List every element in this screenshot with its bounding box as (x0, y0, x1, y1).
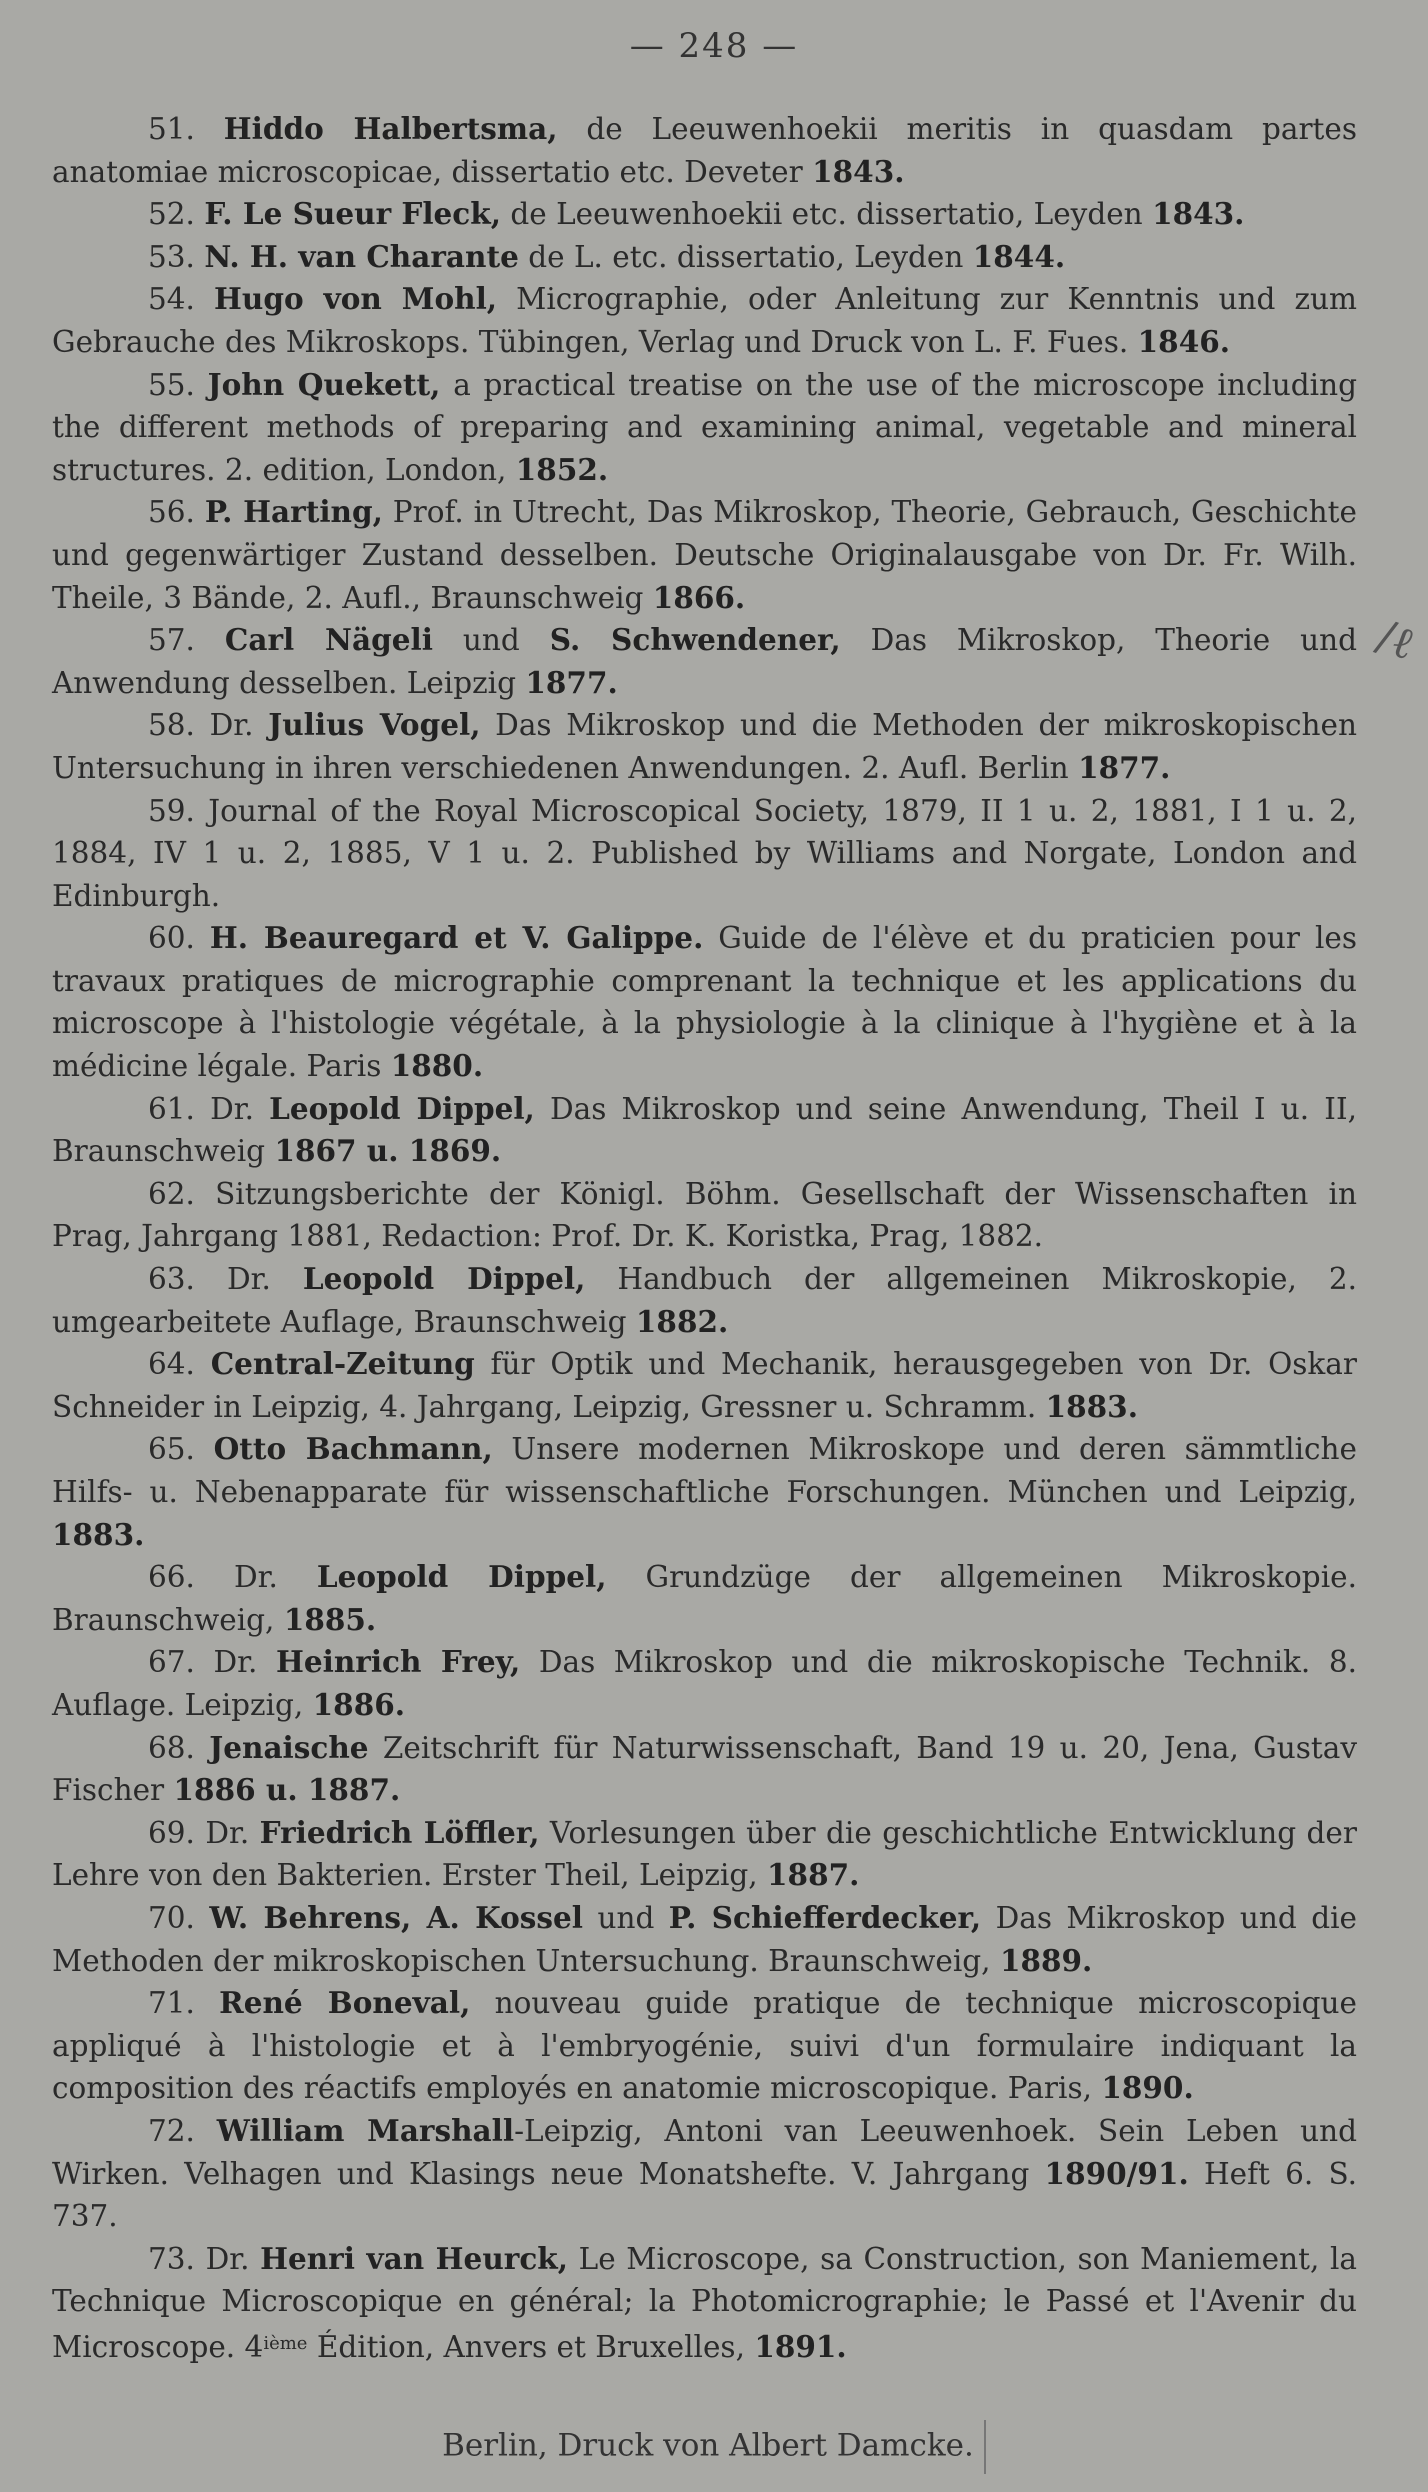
list-item: 51. Hiddo Halbertsma, de Leeuwenhoekii meritis in quasdam partes anatomiae microscopicae, dissertatio etc. Deveter 1843. (52, 111, 1357, 189)
list-item: 67. Dr. Heinrich Frey, Das Mikroskop und die mikroskopische Technik. 8. Auflage. Leipzig, 1886. (52, 1644, 1357, 1722)
bibliography-list (52, 108, 1357, 2368)
list-item: 71. René Boneval, nouveau guide pratique de technique microscopique appliqué à l'histologie et à l'embryogénie, suivi d'un formulaire indiquant la composition des réactifs employés en anatomie microscopique. Paris, 1890. (52, 1985, 1357, 2106)
list-item: 73. Dr. Henri van Heurck, Le Microscope, sa Construction, son Maniement, la Technique Microscopique en général; la Photomicrographie; le Passé et l'Avenir du Microscope. 4ième Édition, Anvers et Bruxelles, 1891. (52, 2240, 1357, 2364)
list-item: 60. H. Beauregard et V. Galippe. Guide de l'élève et du praticien pour les travaux pratiques de micrographie comprenant la technique et les applications du microscope à l'histologie végétale, à la physiologie à la clinique à l'hygiène et à la médicine légale. Paris 1880. (52, 920, 1357, 1084)
list-item: 64. Central-Zeitung für Optik und Mechanik, herausgegeben von Dr. Oskar Schneider in Leipzig, 4. Jahrgang, Leipzig, Gressner u. Schramm. 1883. (52, 1346, 1357, 1424)
list-item: 68. Jenaische Zeitschrift für Naturwissenschaft, Band 19 u. 20, Jena, Gustav Fischer 1886 u. 1887. (52, 1729, 1357, 1808)
list-item: 53. N. H. van Charante de L. etc. dissertatio, Leyden 1844. (148, 238, 1066, 274)
list-item: 62. Sitzungsberichte der Königl. Böhm. Gesellschaft der Wissenschaften in Prag, Jahrgang 1881, Redaction: Prof. Dr. K. Koristka, Prag, 1882. (52, 1176, 1357, 1254)
list-item: 61. Dr. Leopold Dippel, Das Mikroskop und seine Anwendung, Theil I u. II, Braunschweig 1867 u. 1869. (52, 1090, 1357, 1169)
footer-divider (984, 2420, 986, 2474)
list-item: 69. Dr. Friedrich Löffler, Vorlesungen über die geschichtliche Entwicklung der Lehre von den Bakterien. Erster Theil, Leipzig, 1887. (52, 1814, 1357, 1893)
footer-text: Berlin, Druck von Albert Damcke. (442, 2427, 974, 2464)
list-item: 52. F. Le Sueur Fleck, de Leeuwenhoekii etc. dissertatio, Leyden 1843. (148, 196, 1245, 232)
list-item: 63. Dr. Leopold Dippel, Handbuch der allgemeinen Mikroskopie, 2. umgearbeitete Auflage, Braunschweig 1882. (52, 1261, 1357, 1339)
list-item: 58. Dr. Julius Vogel, Das Mikroskop und die Methoden der mikroskopischen Untersuchung in ihren verschiedenen Anwendungen. 2. Aufl. Berlin 1877. (52, 707, 1357, 785)
handwritten-margin-mark: /ℓ (1370, 610, 1422, 671)
list-item: 55. John Quekett, a practical treatise on the use of the microscope including the different methods of preparing and examining animal, vegetable and mineral structures. 2. edition, London, 1852. (52, 366, 1357, 487)
list-item: 66. Dr. Leopold Dippel, Grundzüge der allgemeinen Mikroskopie. Braunschweig, 1885. (52, 1559, 1357, 1637)
list-item: 70. W. Behrens, A. Kossel und P. Schiefferdecker, Das Mikroskop und die Methoden der mikroskopischen Untersuchung. Braunschweig, 1889. (52, 1899, 1357, 1978)
list-item: 72. William Marshall-Leipzig, Antoni van Leeuwenhoek. Sein Leben und Wirken. Velhagen und Klasings neue Monatshefte. V. Jahrgang 1890/91. Heft 6. S. 737. (52, 2112, 1357, 2234)
list-item: 56. P. Harting, Prof. in Utrecht, Das Mikroskop, Theorie, Gebrauch, Geschichte und gegenwärtiger Zustand desselben. Deutsche Originalausgabe von Dr. Fr. Wilh. Theile, 3 Bände, 2. Aufl., Braunschweig 1866. (52, 494, 1357, 615)
printer-imprint (0, 2420, 1428, 2474)
list-item: 59. Journal of the Royal Microscopical Society, 1879, II 1 u. 2, 1881, I 1 u. 2, 1884, IV 1 u. 2, 1885, V 1 u. 2. Published by Williams and Norgate, London and Edinburgh. (52, 793, 1357, 913)
list-item: 54. Hugo von Mohl, Micrographie, oder Anleitung zur Kenntnis und zum Gebrauche des Mikroskops. Tübingen, Verlag und Druck von L. F. Fues. 1846. (52, 281, 1357, 359)
page-number: — 248 — (629, 26, 799, 66)
list-item: 65. Otto Bachmann, Unsere modernen Mikroskope und deren sämmtliche Hilfs- u. Nebenapparate für wissenschaftliche Forschungen. München und Leipzig, 1883. (52, 1431, 1357, 1552)
list-item: 57. Carl Nägeli und S. Schwendener, Das Mikroskop, Theorie und Anwendung desselben. Leipzig 1877. (52, 622, 1357, 700)
